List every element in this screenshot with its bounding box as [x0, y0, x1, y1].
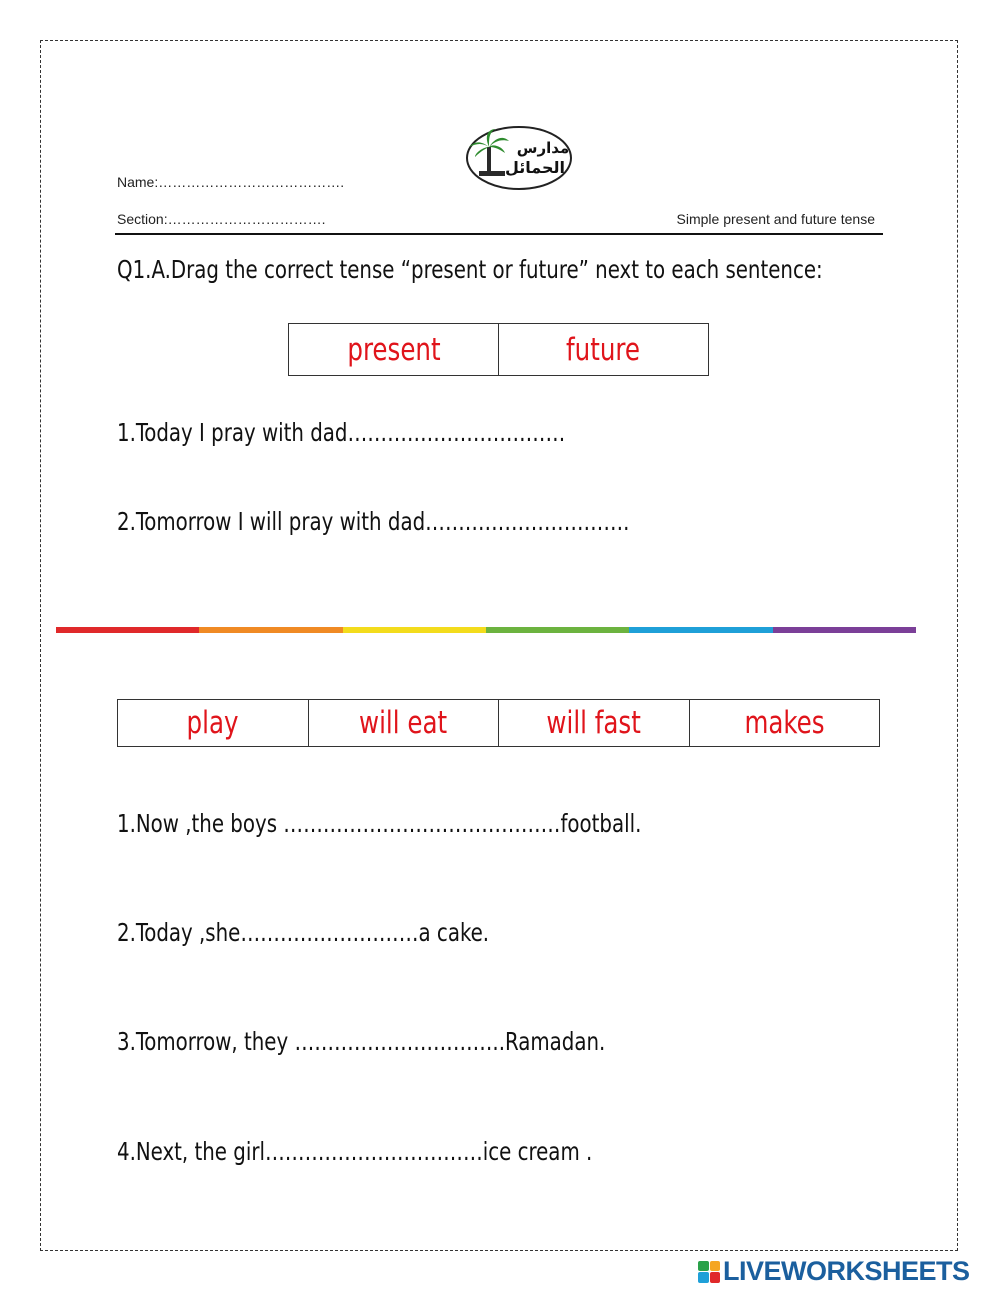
drag-option-play[interactable]: play	[118, 700, 309, 746]
section-field: Section:…………………………….	[117, 211, 326, 227]
instruction-q1: Q1.A.Drag the correct tense “present or future” next to each sentence:	[117, 255, 823, 284]
sentence-2-4: 4.Next, the girl……………………………ice cream .	[117, 1137, 593, 1166]
worksheet-topic: Simple present and future tense	[676, 211, 875, 227]
sentence-1-2: 2.Tomorrow I will pray with dad………………………….	[117, 507, 630, 536]
drag-option-will-fast[interactable]: will fast	[499, 700, 690, 746]
liveworksheets-logo[interactable]	[698, 1256, 970, 1287]
drag-option-makes[interactable]: makes	[744, 705, 825, 741]
drag-option-future[interactable]: future	[566, 331, 641, 368]
drag-option-will-eat[interactable]: will eat	[309, 700, 500, 746]
liveworksheets-text: LIVEWORKSHEETS	[723, 1256, 970, 1286]
word-bank-tense	[288, 323, 709, 376]
liveworksheets-icon	[698, 1261, 720, 1283]
header-rule	[115, 233, 883, 235]
sentence-2-1: 1.Now ,the boys ……………………………………football.	[117, 809, 642, 838]
logo-text-top: مدارس	[516, 139, 570, 157]
sentence-1-1: 1.Today I pray with dad……………………………	[117, 418, 566, 447]
word-bank-verbs	[117, 699, 880, 747]
rainbow-divider	[56, 627, 916, 633]
sentence-2-2: 2.Today ,she………………………a cake.	[117, 918, 490, 947]
name-field: Name:………………………………….	[117, 174, 345, 190]
logo-text-bottom: الحمائل	[504, 158, 566, 177]
school-logo	[465, 125, 573, 191]
sentence-2-3: 3.Tomorrow, they …………………………..Ramadan.	[117, 1027, 606, 1056]
drag-option-present[interactable]: present	[289, 324, 499, 375]
